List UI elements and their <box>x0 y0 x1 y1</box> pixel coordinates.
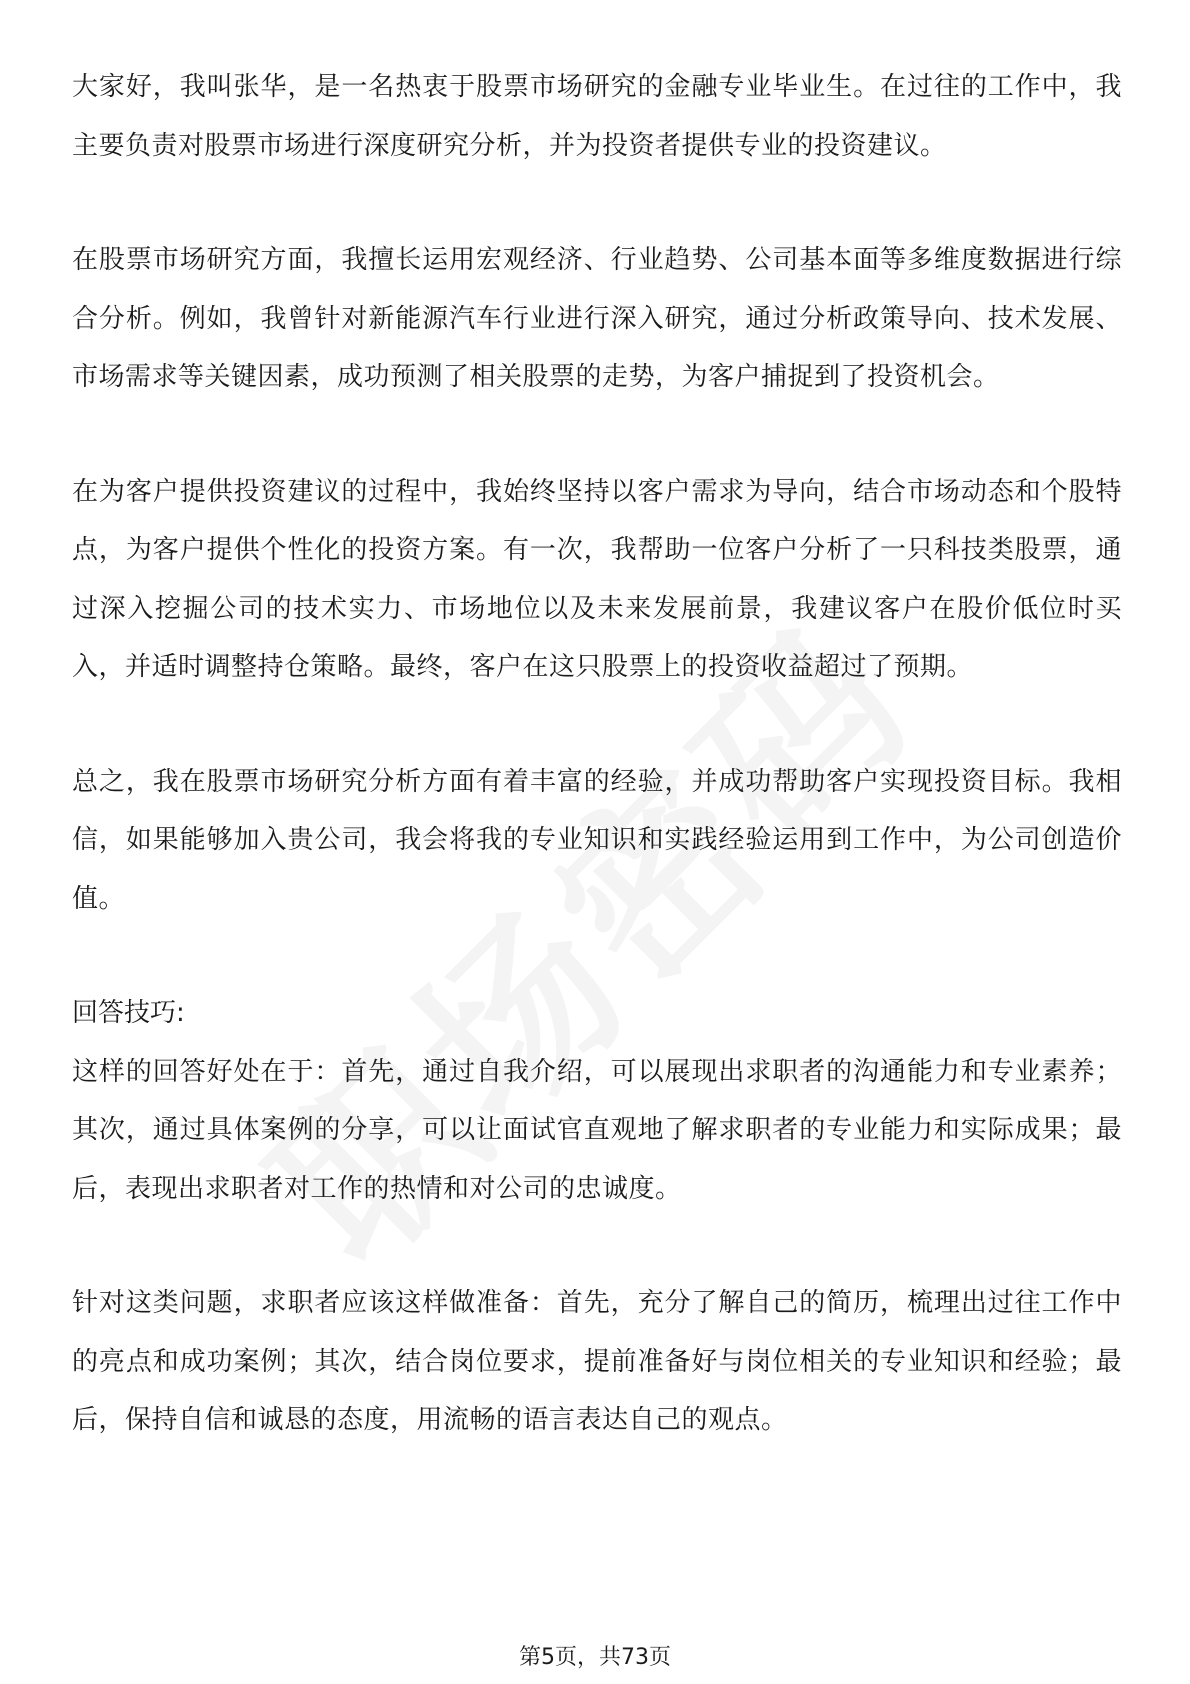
paragraph-summary: 总之，我在股票市场研究分析方面有着丰富的经验，并成功帮助客户实现投资目标。我相信，如果能够加入贵公司，我会将我的专业知识和实践经验运用到工作中，为公司创造价值。 <box>72 766 1122 914</box>
page-number: 第5页，共73页 <box>519 1645 671 1670</box>
paragraph-research: 在股票市场研究方面，我擅长运用宏观经济、行业趋势、公司基本面等多维度数据进行综合分析。例如，我曾针对新能源汽车行业进行深入研究，通过分析政策导向、技术发展、市场需求等关键因素，成功预测了相关股票的走势，为客户捕捉到了投资机会。 <box>72 245 1122 392</box>
tips-heading: 回答技巧: <box>72 998 185 1028</box>
tips-preparation: 针对这类问题，求职者应该这样做准备：首先，充分了解自己的简历，梳理出过往工作中的亮点和成功案例；其次，结合岗位要求，提前准备好与岗位相关的专业知识和经验；最后，保持自信和诚恳的态度，用流畅的语言表达自己的观点。 <box>72 1288 1122 1435</box>
document-body <box>72 58 1122 1450</box>
tips-benefits: 这样的回答好处在于：首先，通过自我介绍，可以展现出求职者的沟通能力和专业素养；其次，通过具体案例的分享，可以让面试官直观地了解求职者的专业能力和实际成果；最后，表现出求职者对工作的热情和对公司的忠诚度。 <box>72 1056 1122 1204</box>
paragraph-intro: 大家好，我叫张华，是一名热衷于股票市场研究的金融专业毕业生。在过往的工作中，我主要负责对股票市场进行深度研究分析，并为投资者提供专业的投资建议。 <box>72 72 1122 161</box>
paragraph-advice: 在为客户提供投资建议的过程中，我始终坚持以客户需求为导向，结合市场动态和个股特点，为客户提供个性化的投资方案。有一次，我帮助一位客户分析了一只科技类股票，通过深入挖掘公司的技术实力、市场地位以及未来发展前景，我建议客户在股价低位时买入，并适时调整持仓策略。最终，客户在这只股票上的投资收益超过了预期。 <box>72 476 1122 682</box>
